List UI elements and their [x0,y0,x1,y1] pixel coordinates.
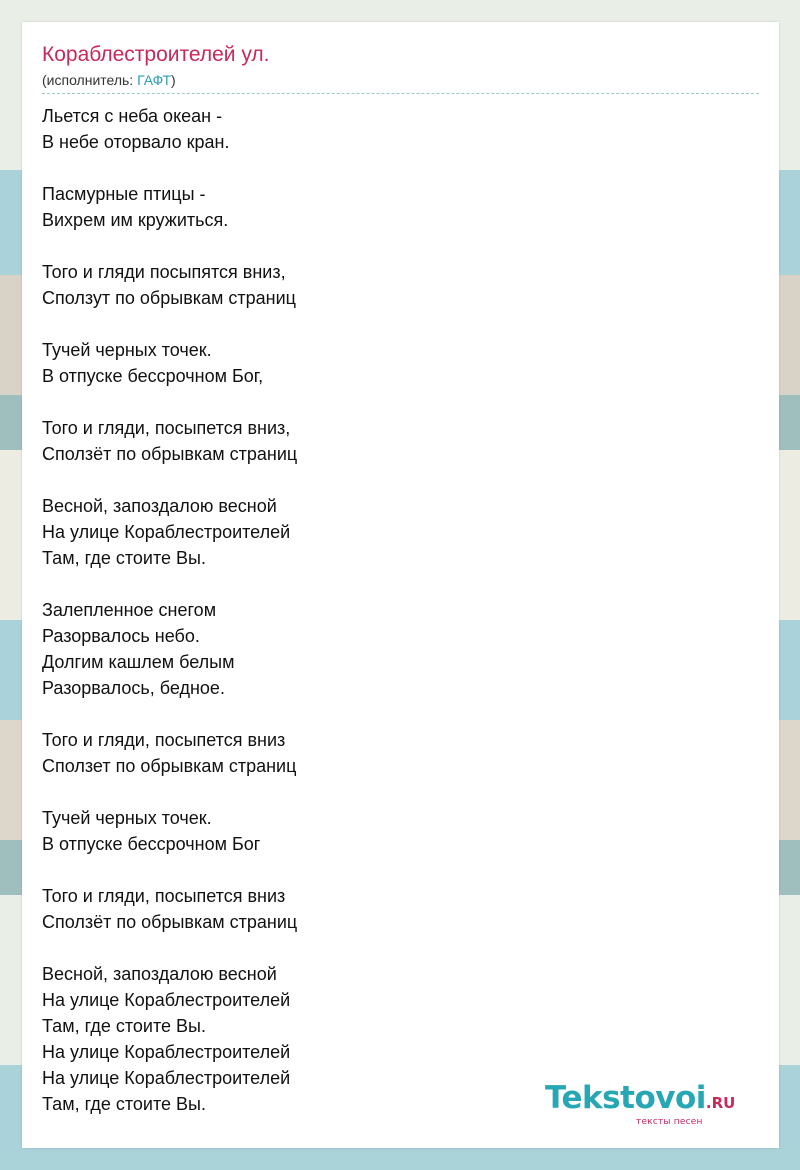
lyric-line: Того и гляди, посыпется вниз, [42,418,291,438]
lyric-line: Сползет по обрывкам страниц [42,756,297,776]
artist-byline [42,72,176,88]
stanza-gap [42,857,642,883]
logo-name: Tekstovoi [545,1080,706,1116]
lyric-line: Того и гляди, посыпется вниз [42,730,286,750]
lyric-line: На улице Кораблестроителей [42,990,291,1010]
title-divider [42,93,759,94]
lyric-line: В небе оторвало кран. [42,132,230,152]
stanza-gap [42,571,642,597]
lyric-line: На улице Кораблестроителей [42,1068,291,1088]
lyric-line: Тучей черных точек. [42,808,212,828]
lyric-line: Весной, запоздалою весной [42,496,277,516]
logo-tld: .RU [705,1094,736,1112]
lyric-line: Сползут по обрывкам страниц [42,288,296,308]
lyric-line: Там, где стоите Вы. [42,1016,206,1036]
logo-tagline: тексты песен [636,1117,703,1127]
stanza-gap [42,935,642,961]
lyric-line: Того и гляди посыпятся вниз, [42,262,286,282]
stanza-gap [42,311,642,337]
lyric-line: Льется с неба океан - [42,106,223,126]
byline-prefix: (исполнитель: [42,72,138,88]
lyric-line: На улице Кораблестроителей [42,522,291,542]
song-title: Кораблестроителей ул. [42,43,270,66]
lyric-line: В отпуске бессрочном Бог [42,834,261,854]
lyrics-body [42,103,642,1117]
stanza-gap [42,779,642,805]
lyric-line: Сползёт по обрывкам страниц [42,912,298,932]
lyric-line: Того и гляди, посыпется вниз [42,886,286,906]
lyrics-card [22,22,779,1148]
lyric-line: На улице Кораблестроителей [42,1042,291,1062]
stanza-gap [42,701,642,727]
lyric-line: Разорвалось небо. [42,626,200,646]
lyric-line: Пасмурные птицы - [42,184,206,204]
lyric-line: Сползёт по обрывкам страниц [42,444,298,464]
lyric-line: Там, где стоите Вы. [42,1094,206,1114]
lyric-line: Тучей черных точек. [42,340,212,360]
stanza-gap [42,233,642,259]
stanza-gap [42,389,642,415]
lyric-line: Там, где стоите Вы. [42,548,206,568]
lyric-line: Вихрем им кружиться. [42,210,229,230]
tekstovoi-logo[interactable] [545,1080,736,1127]
lyric-line: Долгим кашлем белым [42,652,235,672]
lyric-line: Разорвалось, бедное. [42,678,225,698]
artist-link[interactable]: ГАФТ [137,72,172,88]
lyric-line: Залепленное снегом [42,600,217,620]
stanza-gap [42,467,642,493]
lyric-line: В отпуске бессрочном Бог, [42,366,264,386]
stanza-gap [42,155,642,181]
lyric-line: Весной, запоздалою весной [42,964,277,984]
byline-suffix: ) [171,72,176,88]
